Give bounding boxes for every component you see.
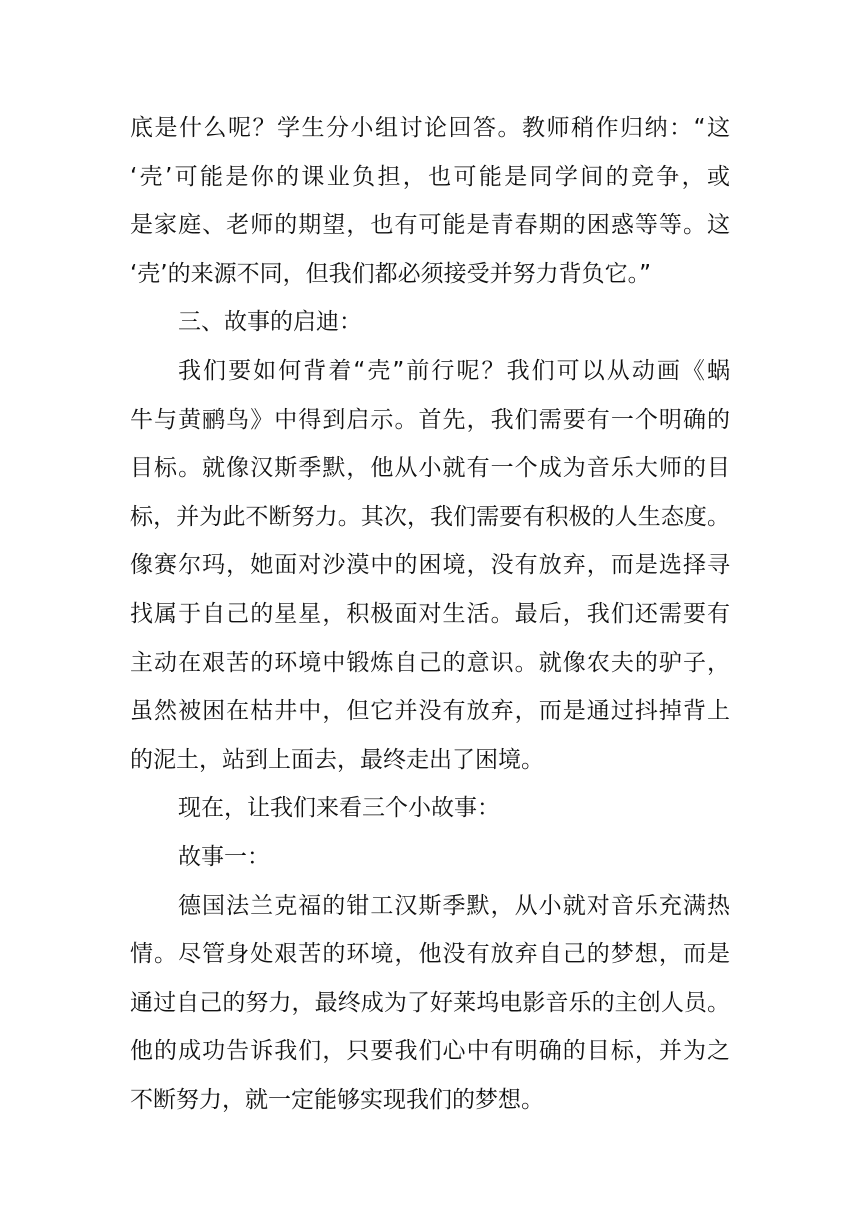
text-line: 找属于自己的星星，积极面对生活。最后，我们还需要有 — [130, 600, 730, 627]
text-line: 现在，让我们来看三个小故事： — [178, 795, 500, 822]
text-line: ‘壳’可能是你的课业负担，也可能是同学间的竞争，或 — [130, 163, 730, 190]
text-line: 是家庭、老师的期望，也有可能是青春期的困惑等等。这 — [130, 212, 730, 239]
text-line: 德国法兰克福的钳工汉斯季默，从小就对音乐充满热 — [178, 892, 730, 919]
text-line: 虽然被困在枯井中，但它并没有放弃，而是通过抖掉背上 — [130, 698, 730, 725]
text-line: 他的成功告诉我们，只要我们心中有明确的目标，并为之 — [130, 1038, 730, 1065]
text-line: 底是什么呢？学生分小组讨论回答。教师稍作归纳：“这 — [130, 115, 730, 141]
text-line: 像赛尔玛，她面对沙漠中的困境，没有放弃，而是选择寻 — [130, 552, 730, 579]
story-heading: 故事一： — [178, 843, 270, 870]
text-line: 目标。就像汉斯季默，他从小就有一个成为音乐大师的目 — [130, 455, 730, 482]
body-text — [130, 104, 730, 1124]
text-line: 我们要如何背着“壳”前行呢？我们可以从动画《蜗 — [178, 357, 730, 384]
section-heading: 三、故事的启迪： — [178, 309, 362, 336]
text-line: 的泥土，站到上面去，最终走出了困境。 — [130, 746, 544, 773]
text-line: 通过自己的努力，最终成为了好莱坞电影音乐的主创人员。 — [130, 989, 730, 1016]
text-line: 主动在艰苦的环境中锻炼自己的意识。就像农夫的驴子， — [130, 649, 730, 676]
text-line: ‘壳’的来源不同，但我们都必须接受并努力背负它。” — [130, 260, 652, 287]
text-line: 标，并为此不断努力。其次，我们需要有积极的人生态度。 — [130, 503, 730, 530]
text-line: 不断努力，就一定能够实现我们的梦想。 — [130, 1086, 544, 1113]
text-line: 情。尽管身处艰苦的环境，他没有放弃自己的梦想，而是 — [130, 941, 730, 968]
text-line: 牛与黄鹂鸟》中得到启示。首先，我们需要有一个明确的 — [130, 406, 730, 433]
